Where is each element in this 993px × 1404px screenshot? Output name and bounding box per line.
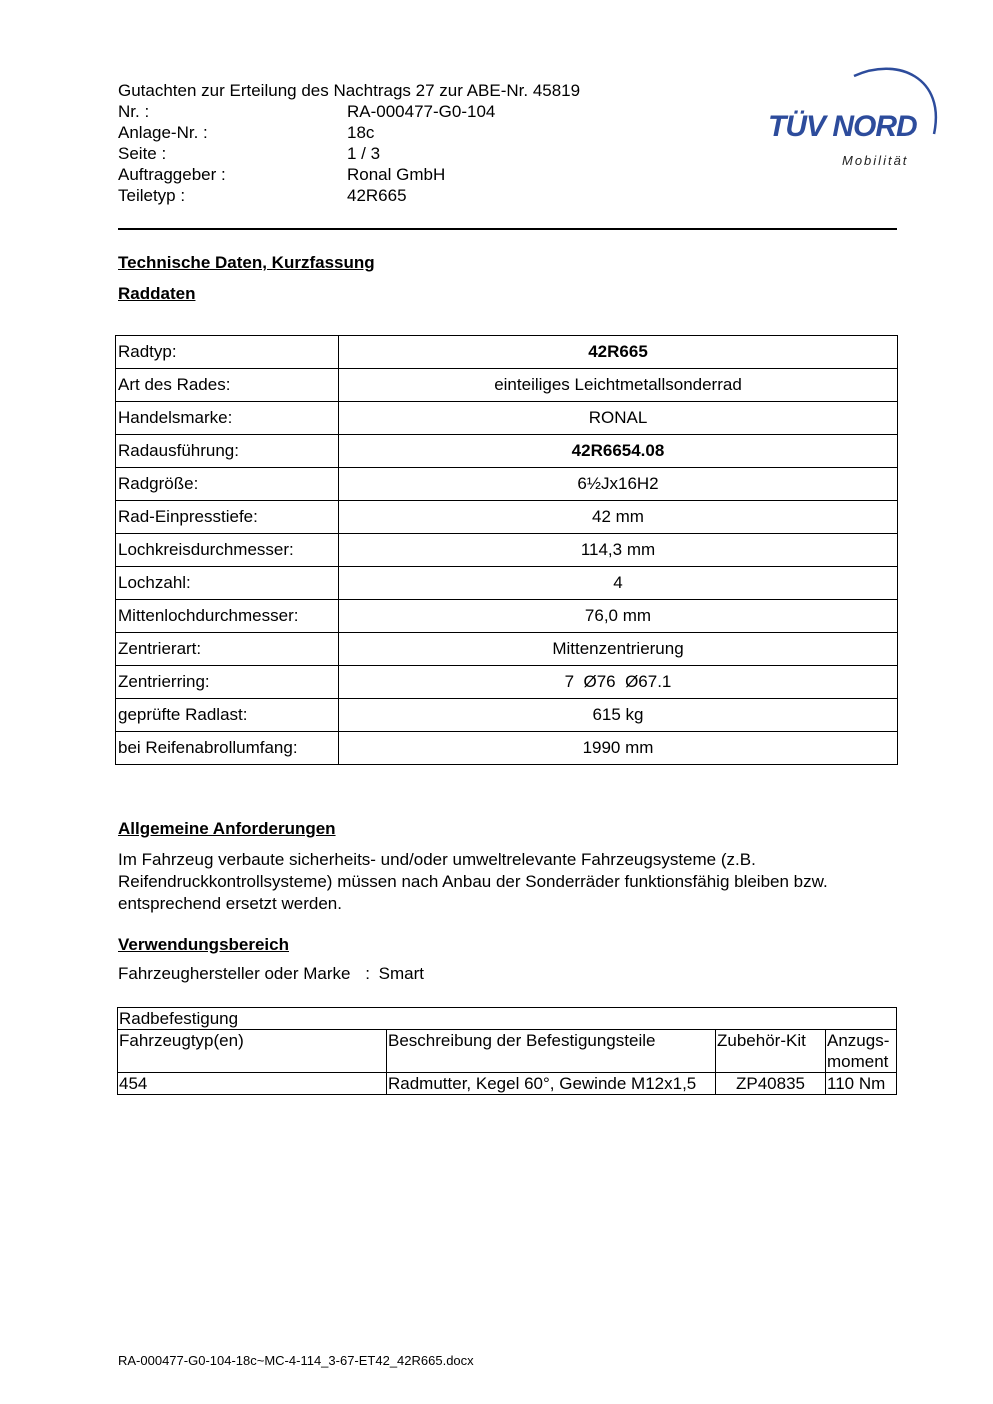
- row-value: einteiliges Leichtmetallsonderrad: [339, 369, 898, 402]
- header-value: 18c: [347, 123, 375, 142]
- table-row: [116, 336, 898, 369]
- table-row: [116, 435, 898, 468]
- table-title-cell: Radbefestigung: [118, 1008, 897, 1030]
- header-key: Teiletyp :: [118, 186, 186, 205]
- table-row: [116, 600, 898, 633]
- hersteller-line: [118, 964, 424, 984]
- logo-subtitle: Mobilität: [842, 153, 909, 168]
- row-value: 6½Jx16H2: [339, 468, 898, 501]
- hersteller-value: Smart: [378, 964, 424, 983]
- header-cell: Beschreibung der Befestigungsteile: [387, 1030, 716, 1073]
- row-label: Mittenlochdurchmesser:: [116, 600, 339, 633]
- row-value: 1990 mm: [339, 732, 898, 765]
- row-value: Mittenzentrierung: [339, 633, 898, 666]
- row-label: Radtyp:: [116, 336, 339, 369]
- header-cell: Zubehör-Kit: [716, 1030, 826, 1073]
- table-row: [116, 468, 898, 501]
- header-cell: Anzugs-moment: [826, 1030, 897, 1073]
- header-row-teiletyp: [118, 185, 580, 206]
- row-label: Radausführung:: [116, 435, 339, 468]
- table-row: [116, 501, 898, 534]
- document-title: Gutachten zur Erteilung des Nachtrags 27 zur ABE-Nr. 45819: [118, 81, 581, 100]
- row-label: Lochkreisdurchmesser:: [116, 534, 339, 567]
- verwendung-title: Verwendungsbereich: [118, 935, 289, 954]
- table-row: [116, 666, 898, 699]
- table-row: [116, 402, 898, 435]
- logo-brand: TÜV NORD: [768, 110, 917, 143]
- header-divider: [118, 228, 897, 230]
- row-label: Zentrierart:: [116, 633, 339, 666]
- row-label: bei Reifenabrollumfang:: [116, 732, 339, 765]
- row-label: Radgröße:: [116, 468, 339, 501]
- hersteller-separator: :: [365, 964, 370, 983]
- table-row: [116, 633, 898, 666]
- tuv-nord-logo: [758, 58, 948, 178]
- row-value: 114,3 mm: [339, 534, 898, 567]
- header-value: RA-000477-G0-104: [347, 102, 496, 121]
- header-cell: Fahrzeugtyp(en): [118, 1030, 387, 1073]
- section-subtitle: Raddaten: [118, 284, 196, 303]
- header-row-nr: [118, 101, 580, 122]
- row-value: 42R6654.08: [339, 435, 898, 468]
- row-label: Art des Rades:: [116, 369, 339, 402]
- cell-typ: 454: [118, 1073, 387, 1095]
- header-row-anlage: [118, 122, 580, 143]
- table-row: [116, 732, 898, 765]
- row-label: geprüfte Radlast:: [116, 699, 339, 732]
- header-key: Anlage-Nr. :: [118, 123, 208, 142]
- allgemein-title: Allgemeine Anforderungen: [118, 819, 336, 838]
- table-row: [116, 534, 898, 567]
- row-value: 7 Ø76 Ø67.1: [339, 666, 898, 699]
- row-label: Zentrierring:: [116, 666, 339, 699]
- header-row-seite: [118, 143, 580, 164]
- footer-filename: RA-000477-G0-104-18c~MC-4-114_3-67-ET42_42R665.docx: [118, 1353, 474, 1368]
- radbefestigung-table: [117, 1007, 897, 1095]
- table-row: [118, 1073, 897, 1095]
- table-header-row: [118, 1030, 897, 1073]
- row-label: Handelsmarke:: [116, 402, 339, 435]
- header-row-auftraggeber: [118, 164, 580, 185]
- row-label: Rad-Einpresstiefe:: [116, 501, 339, 534]
- cell-kit: ZP40835: [716, 1073, 826, 1095]
- table-row: [116, 699, 898, 732]
- cell-beschreibung: Radmutter, Kegel 60°, Gewinde M12x1,5: [387, 1073, 716, 1095]
- table-row: [116, 567, 898, 600]
- table-row: [118, 1008, 897, 1030]
- cell-moment: 110 Nm: [826, 1073, 897, 1095]
- header-value: 1 / 3: [347, 144, 381, 163]
- header-key: Seite :: [118, 144, 167, 163]
- hersteller-label: Fahrzeughersteller oder Marke: [118, 964, 351, 983]
- section-title: Technische Daten, Kurzfassung: [118, 253, 375, 272]
- row-value: RONAL: [339, 402, 898, 435]
- row-value: 42 mm: [339, 501, 898, 534]
- header-key: Nr. :: [118, 102, 150, 121]
- row-label: Lochzahl:: [116, 567, 339, 600]
- header-value: 42R665: [347, 186, 407, 205]
- allgemein-text: Im Fahrzeug verbaute sicherheits- und/oder umweltrelevante Fahrzeugsysteme (z.B. Reifendruckkontrollsysteme) müssen nach Anbau der Sonderräder funktionsfähig bleiben bzw. entsprechend ersetzt werden.: [118, 850, 828, 913]
- row-value: 42R665: [339, 336, 898, 369]
- row-value: 615 kg: [339, 699, 898, 732]
- header-value: Ronal GmbH: [347, 165, 446, 184]
- row-value: 76,0 mm: [339, 600, 898, 633]
- table-row: [116, 369, 898, 402]
- raddaten-table: [115, 335, 898, 765]
- document-header: [118, 80, 580, 206]
- header-key: Auftraggeber :: [118, 165, 226, 184]
- row-value: 4: [339, 567, 898, 600]
